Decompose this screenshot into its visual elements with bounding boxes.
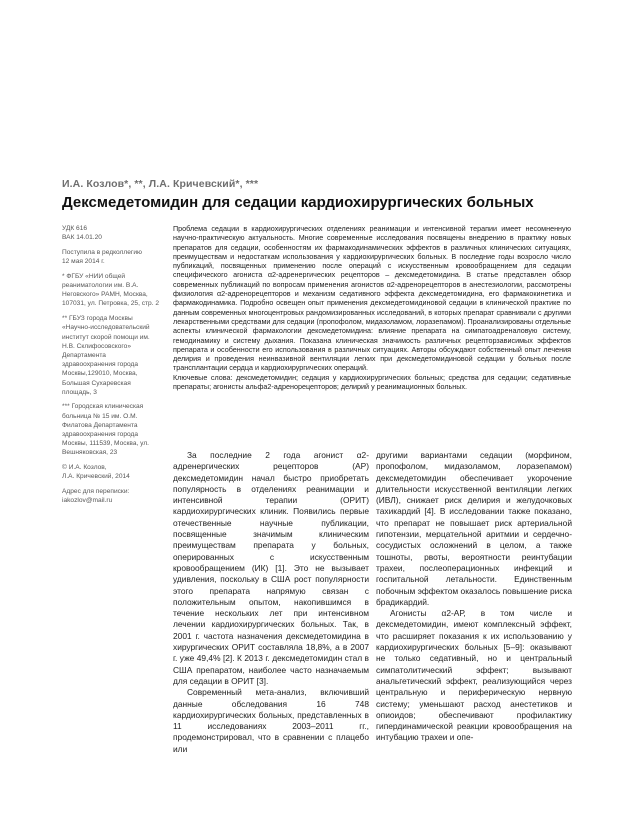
correspondence: Адрес для переписки: iakozlov@mail.ru bbox=[62, 488, 130, 505]
copyright: © И.А. Козлов, Л.А. Кричевский, 2014 bbox=[62, 464, 130, 481]
paragraph: Современный мета-анализ, включивший данные обследования 16 748 кардиохирургических больных, представленных в 11 исследованиях 2003–2011 гг., продемонстрировал, что в сравнении с плацебо или bbox=[173, 687, 369, 754]
paragraph: За последние 2 года агонист α2-адренергических рецепторов (АР) дексмедетомидин начал быстро приобретать популярность в отделениях реанимации и интенсивной терапии (ОРИТ) кардиохирургических клиник. Появились первые отечественные научные публикации, посвященные значимым клиническим преимуществам препарата у больных, оперированных с искусственным кровообращением (ИК) [1]. Это не вызывает удивления, поскольку в США рост популярности этого препарата напрямую связан с положительным опытом, накопившимся в течение нескольких лет при интенсивном лечении кардиохирургических больных. Так, в 2001 г. частота назначения дексмедетомидина в хирургических ОРИТ составляла 18,8%, а в 2007 г. уже 49,4% [2]. К 2013 г. дексмедетомидин стал в США препаратом, наиболее часто назначаемым для седации в ОРИТ [3]. bbox=[173, 450, 369, 686]
abstract bbox=[173, 224, 571, 391]
received-date: Поступила в редколлегию 12 мая 2014 г. bbox=[62, 248, 142, 266]
affiliation-3: *** Городская клиническая больница № 15 им. О.М. Филатова Департамента здравоохранения города Москвы, 111539, Москва, ул. Вешняковская, 23 bbox=[62, 403, 150, 457]
authors: И.А. Козлов*, **, Л.А. Кричевский*, *** bbox=[62, 178, 259, 190]
paragraph: Агонисты α2-АР, в том числе и дексмедетомидин, имеют комплексный эффект, что расширяет показания к их использованию у кардиохирургических больных [5–9]: оказывают не только седативный, но и центральный симпатолитический эффект; вызывают анальгетический эффект, реализующийся через центральную и периферическую нервную систему; уменьшают расход анестетиков и опиоидов; обеспечивают профилактику гипердинамической реакции кровообращения на интубацию трахеи и опе- bbox=[376, 608, 572, 743]
article-title: Дексмедетомидин для седации кардиохирургических больных bbox=[62, 194, 534, 211]
udk-code: УДК 616 ВАК 14.01.20 bbox=[62, 225, 102, 242]
keywords: Ключевые слова: дексмедетомидин; седация у кардиохирургических больных; средства для седации; седативные препараты; агонисты альфа2-адренорецепторов; делирий у реанимационных больных. bbox=[173, 372, 571, 392]
sidebar-metadata bbox=[62, 224, 160, 511]
affiliation-1: * ФГБУ «НИИ общей реаниматологии им. В.А. Неговского» РАМН, Москва, 107031, ул. Петровка, 25, стр. 2 bbox=[62, 272, 160, 308]
body-column-right bbox=[376, 450, 572, 744]
abstract-text: Проблема седации в кардиохирургических отделениях реанимации и интенсивной терапии имеет несомненную научно-практическую актуальность. Многие современные исследования посвящены внедрению в практику новых препаратов для седации, особенностям их фармакодинамических эффектов в различных клинических ситуациях, преимуществам и недостаткам использования у кардиохирургических больных. В последние годы возросло число публикаций, посвященных применению после операций с искусственным кровообращением для седации специфического агониста α2-адренергических рецепторов – дексмедетомидина. В статье представлен обзор современных публикаций по вопросам применения агонистов α2-адренорецепторов в анестезиологии, рассмотрены физиология α2-адренорецепторов и механизм седативного эффекта дексмедетомидина, его фармакокинетика и фармакодинамика. Подробно освещен опыт применения дексмедетомидиновой седации в клинической практике по данным современных многоцентровых рандомизированных исследований, в которых препарат сравнивали с другими лекарственными средствами для седации (пропофолом, мидазоламом, лоразепамом). Проанализированы отдельные аспекты клинической фармакологии дексмедетомидина: влияние препарата на симпатоадреналовую систему, гемодинамику и систему дыхания. Показана клиническая значимость различных рецепторзависимых эффектов препарата и особенности его использования в различных ситуациях. Авторы обсуждают собственный опыт лечения делирия и проведения неинвазивной вентиляции легких при дексмедетомидиновой седации у больных после трансплантации сердца и кардиохирургических операций. bbox=[173, 224, 571, 373]
body-column-left bbox=[173, 450, 369, 755]
affiliation-2: ** ГБУЗ города Москвы «Научно-исследовательский институт скорой помощи им. Н.В. Склифосовского» Департамента здравоохранения города Москвы,129010, Москва, Большая Сухаревская площадь, 3 bbox=[62, 315, 150, 396]
paragraph: другими вариантами седации (морфином, пропофолом, мидазоламом, лоразепамом) дексмедетомидин обеспечивает укорочение длительности искусственной вентиляции легких (ИВЛ), снижает риск делирия и желудочковых тахикардий [4]. В исследовании также показано, что препарат не повышает риск артериальной гипотензии, мерцательной аритмии и сердечно-сосудистых осложнений в целом, а также тошноты, рвоты, вероятности реинтубации трахеи, послеоперационных инфекций и госпитальной летальности. Единственным побочным эффектом оказалось повышение риска брадикардий. bbox=[376, 450, 572, 607]
